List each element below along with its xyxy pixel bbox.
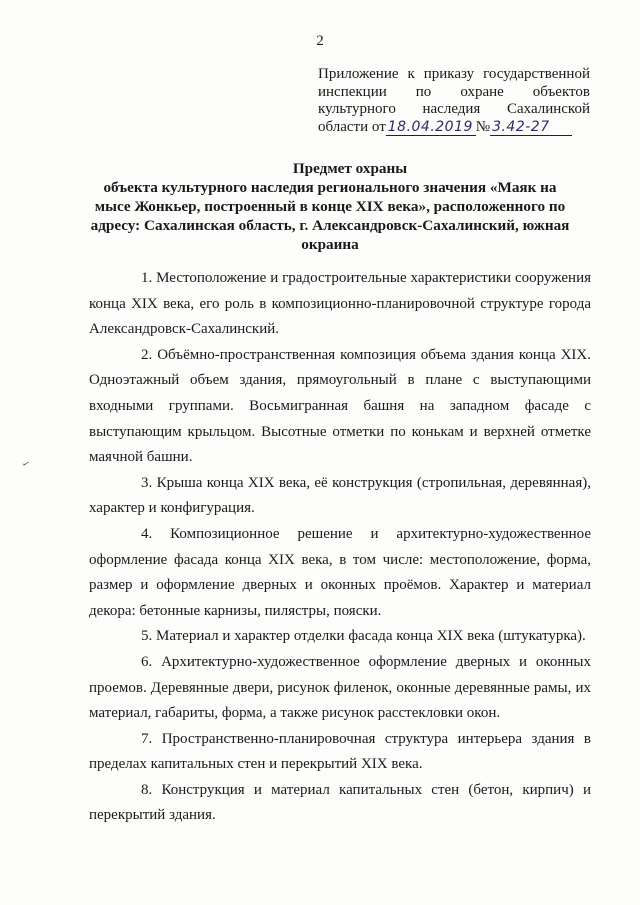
handwritten-date: 18.04.2019	[386, 120, 476, 136]
appendix-word: по	[415, 83, 432, 100]
list-item: 4. Композиционное решение и архитектурно-художественное оформление фасада конца XIX века, в том числе: местоположение, форма, размер и оформление дверных и оконных проёмов. Характер и материал декора: бетонные карнизы, пилястры, пояски.	[89, 525, 591, 619]
date-prefix: области от	[318, 118, 386, 135]
appendix-line-4	[318, 119, 590, 137]
number-prefix: №	[475, 118, 491, 135]
appendix-header	[318, 66, 590, 136]
appendix-line-1: Приложение к приказу государственной	[318, 66, 590, 82]
appendix-word: инспекции	[318, 83, 387, 100]
page-number: 2	[316, 33, 324, 49]
list-item: 6. Архитектурно-художественное оформление дверных и оконных проемов. Деревянные двери, рисунок филенок, оконные деревянные рамы, их материал, габариты, форма, а также рисунок расстекловки окон.	[89, 653, 591, 722]
list-item: 3. Крыша конца XIX века, её конструкция (стропильная, деревянная), характер и конфигурация.	[89, 474, 591, 517]
appendix-word: охране	[460, 83, 504, 100]
protection-items-list	[89, 266, 591, 829]
appendix-word: объектов	[532, 83, 590, 100]
appendix-line-2	[318, 84, 590, 102]
appendix-word: культурного	[318, 101, 396, 117]
list-item: 2. Объёмно-пространственная композиция объема здания конца XIX. Одноэтажный объем здания, прямоугольный в плане с выступающими входными группами. Восьмигранная башня на западном фасаде с выступающим крыльцом. Высотные отметки по конькам и верхней отметке маячной башни.	[89, 346, 591, 466]
title-main: Предмет охраны	[292, 160, 408, 177]
list-item: 5. Материал и характер отделки фасада конца XIX века (штукатурка).	[141, 628, 586, 645]
document-title	[90, 159, 570, 254]
list-item: 8. Конструкция и материал капитальных стен (бетон, кирпич) и перекрытий здания.	[89, 781, 591, 824]
appendix-word: Сахалинской	[506, 101, 590, 117]
appendix-word: наследия	[422, 101, 481, 117]
title-sub: объекта культурного наследия регионального значения «Маяк на мысе Жонкьер, построенный в конце XIX века», расположенного по адресу: Сахалинская область, г. Александровск-Сахалинский, южная окраина	[90, 179, 570, 253]
list-item: 7. Пространственно-планировочная структура интерьера здания в пределах капитальных стен и перекрытий XIX века.	[89, 730, 591, 773]
margin-checkmark-icon: ✓	[20, 458, 32, 471]
list-item: 1. Местоположение и градостроительные характеристики сооружения конца XIX века, его роль в композиционно-планировочной структуре города Александровск-Сахалинский.	[89, 270, 591, 338]
appendix-line-3	[318, 101, 590, 119]
handwritten-order-number: 3.42-27	[490, 120, 572, 136]
